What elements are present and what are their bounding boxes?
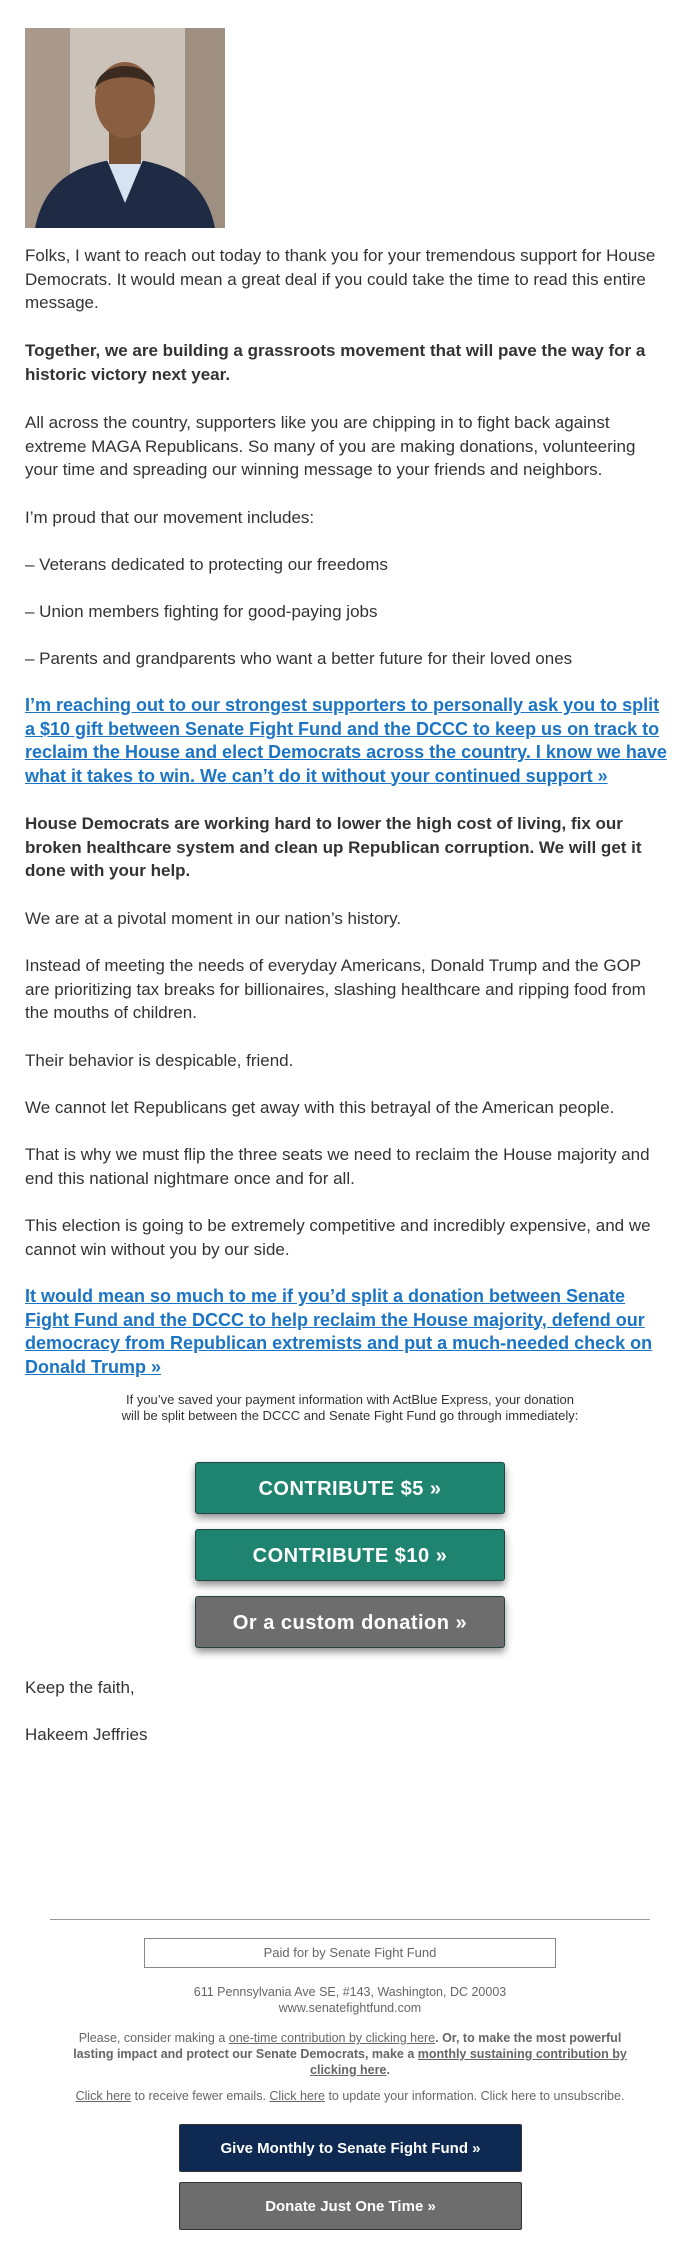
- donation-ask-link[interactable]: I’m reaching out to our strongest supporters to personally ask you to split a $10 gift between Senate Fight Fund and the DCCC to keep us on track to reclaim the House and elect Democrats across the country. I know we have what it takes to win. We can’t do it without your continued support »: [25, 695, 667, 786]
- body-paragraph: Instead of meeting the needs of everyday Americans, Donald Trump and the GOP are prioritizing tax breaks for billionaires, slashing healthcare and ripping food from the mouths of children.: [25, 956, 646, 1022]
- fewer-emails-link[interactable]: Click here: [75, 2089, 132, 2103]
- update-info-link[interactable]: Click here: [269, 2089, 325, 2103]
- signoff-name: Hakeem Jeffries: [25, 1725, 148, 1744]
- footer-consider-text: [70, 2030, 630, 2078]
- bold-statement: Together, we are building a grassroots movement that will pave the way for a historic victory next year.: [25, 341, 646, 384]
- custom-donation-button[interactable]: Or a custom donation »: [195, 1596, 505, 1648]
- list-item: – Union members fighting for good-paying jobs: [25, 602, 378, 621]
- body-paragraph: We are at a pivotal moment in our nation’s history.: [25, 909, 402, 928]
- body-paragraph: All across the country, supporters like you are chipping in to fight back against extreme MAGA Republicans. So many of you are making donations, volunteering your time and spreading our winning message to your friends and neighbors.: [25, 413, 636, 479]
- paid-for-box: Paid for by Senate Fight Fund: [144, 1938, 556, 1968]
- sender-photo: [25, 28, 225, 228]
- contribute-5-button[interactable]: CONTRIBUTE $5 »: [195, 1462, 505, 1514]
- body-paragraph: This election is going to be extremely competitive and incredibly expensive, and we cannot win without you by our side.: [25, 1216, 651, 1259]
- donation-ask-link-2[interactable]: It would mean so much to me if you’d split a donation between Senate Fight Fund and the DCCC to help reclaim the House majority, defend our democracy from Republican extremists and put a much-needed check on Donald Trump »: [25, 1286, 653, 1377]
- footer-address: 611 Pennsylvania Ave SE, #143, Washington, DC 20003: [193, 1985, 507, 1999]
- consider-text-c: .: [386, 2063, 390, 2077]
- body-paragraph: Their behavior is despicable, friend.: [25, 1051, 294, 1070]
- intro-paragraph: Folks, I want to reach out today to thank you for your tremendous support for House Democrats. It would mean a great deal if you could take the time to read this entire message.: [25, 246, 656, 312]
- portrait-image: [25, 28, 225, 228]
- fewer-emails-text: to receive fewer emails.: [131, 2089, 270, 2103]
- list-item: – Veterans dedicated to protecting our freedoms: [25, 555, 388, 574]
- donate-one-time-button[interactable]: Donate Just One Time »: [179, 2182, 522, 2230]
- footer-website: www.senatefightfund.com: [278, 2001, 422, 2015]
- consider-text-b: . Or, to make the most powerful lasting impact and protect our Senate Democrats, make a: [73, 2031, 622, 2061]
- footer-email-preferences: [60, 2088, 640, 2104]
- body-paragraph: I’m proud that our movement includes:: [25, 508, 315, 527]
- actblue-express-note: If you’ve saved your payment information with ActBlue Express, your donation will be split between the DCCC and Senate Fight Fund go through immediately:: [121, 1392, 579, 1423]
- contribute-10-button[interactable]: CONTRIBUTE $10 »: [195, 1529, 505, 1581]
- footer-divider: [50, 1919, 650, 1920]
- one-time-contribution-link[interactable]: one-time contribution by clicking here: [228, 2031, 436, 2045]
- monthly-contribution-link[interactable]: monthly sustaining contribution by clicking here: [310, 2047, 627, 2077]
- donation-ask-link-block-2: [25, 1285, 670, 1379]
- list-item: – Parents and grandparents who want a better future for their loved ones: [25, 649, 573, 668]
- consider-text-a: Please, consider making a: [78, 2031, 229, 2045]
- donation-ask-link-block: [25, 694, 670, 788]
- bold-paragraph: House Democrats are working hard to lower the high cost of living, fix our broken healthcare system and clean up Republican corruption. We will get it done with your help.: [25, 814, 642, 880]
- signoff-closing: Keep the faith,: [25, 1678, 135, 1697]
- body-paragraph: We cannot let Republicans get away with this betrayal of the American people.: [25, 1098, 615, 1117]
- give-monthly-button[interactable]: Give Monthly to Senate Fight Fund »: [179, 2124, 522, 2172]
- update-info-text: to update your information. Click here to unsubscribe.: [324, 2089, 625, 2103]
- body-paragraph: That is why we must flip the three seats we need to reclaim the House majority and end this national nightmare once and for all.: [25, 1145, 650, 1188]
